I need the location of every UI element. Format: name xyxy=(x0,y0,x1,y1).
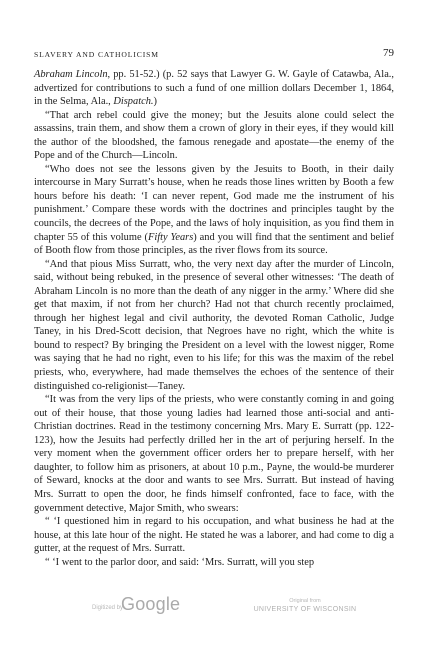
paragraph xyxy=(34,393,394,515)
text-run: , pp. 51-52.) (p. 52 says that Lawyer G. W. Gayle of Catawba, Ala., advertized for contributions to such a fund of one million dollars December 1, 1864, in the Selma, Ala., xyxy=(34,69,394,108)
paragraph xyxy=(34,556,394,570)
running-head: SLAVERY AND CATHOLICISM xyxy=(34,50,159,59)
italic-text: Fifty Years xyxy=(147,231,194,243)
text-run: “Who does not see the lessons given by the Jesuits to Booth, in their daily intercourse in Mary Surratt’s house, when he reads those lines written by Booth a few hours before his death: ‘I can never repent, God made me the instrument of his punishment.’ Compare these words with the doctrines and principles taught by the councils, the decrees of the Pope, and the laws of holy inquisition, as you find them in chapter 55 of this volume ( xyxy=(34,163,394,243)
digitized-by-label: Digitized by xyxy=(92,605,124,611)
text-run: “ ‘I went to the parlor door, and said: ‘Mrs. Surratt, will you step xyxy=(45,556,315,568)
body-text xyxy=(34,68,394,569)
paragraph xyxy=(34,109,394,163)
text-run: ) and you will find that the sentiment and belief of Booth flow from those principles, as the river flows from its source. xyxy=(34,231,394,257)
text-run: “That arch rebel could give the money; but the Jesuits alone could select the assassins, train them, and show them a crown of glory in their eyes, if they would kill the author of the bloodshed, the famous renegade and apostate—the enemy of the Pope and of the Church—Lincoln. xyxy=(34,109,394,162)
text-run: ) xyxy=(153,96,157,108)
italic-text: Dispatch. xyxy=(113,96,154,108)
paragraph xyxy=(34,163,394,258)
page-number: 79 xyxy=(383,47,394,59)
digitization-watermark xyxy=(0,592,430,622)
italic-text: Abraham Lincoln xyxy=(34,69,108,80)
paragraph xyxy=(34,68,394,109)
text-run: “And that pious Miss Surratt, who, the very next day after the murder of Lincoln, said, without being rebuked, in the presence of several other witnesses: ‘The death of Abraham Lincoln is no more than the death of any nigger in the army.’ Where did she get that maxim, if not from her church? Had not that church recently proclaimed, through her highest legal and civil authority, the devoted Roman Catholic, Judge Taney, in his Dred-Scott decision, that Negroes have no right, which the white is bound to respect? By bringing the President on a level with the lowest nigger, Rome was saying that he had no right, even to his life; for this was the maxim of the rebel priests, who, everywhere, had made themselves the echoes of the sentence of their distinguished co-religionist—Taney. xyxy=(34,258,394,392)
paragraph xyxy=(34,515,394,556)
text-run: “It was from the very lips of the priests, who were constantly coming in and going out of their house, that those young ladies had learned those anti-social and anti-Christian doctrines. Read in the testimony concerning Mrs. Mary E. Surratt (pp. 122-123), how the Jesuits had perfectly drilled her in the art of perjuring herself. In the very moment when the government officer orders her to prepare herself, with her daughter, to follow him as prisoners, at about 10 p.m., Payne, the would-be murderer of Seward, knocks at the door and wants to see Mrs. Surratt. But instead of having Mrs. Surratt to open the door, he finds himself confronted, face to face, with the government detective, Major Smith, who swears: xyxy=(34,394,394,514)
page-header xyxy=(34,48,394,62)
paragraph xyxy=(34,258,394,393)
institution-label: UNIVERSITY OF WISCONSIN xyxy=(253,606,357,613)
google-logo: Google xyxy=(121,594,181,614)
text-run: “ ‘I questioned him in regard to his occupation, and what business he had at the house, at this late hour of the night. He stated he was a laborer, and had come to dig a gutter, at the request of Mrs. Surratt. xyxy=(34,516,394,555)
original-from-label: Original from xyxy=(289,598,321,604)
